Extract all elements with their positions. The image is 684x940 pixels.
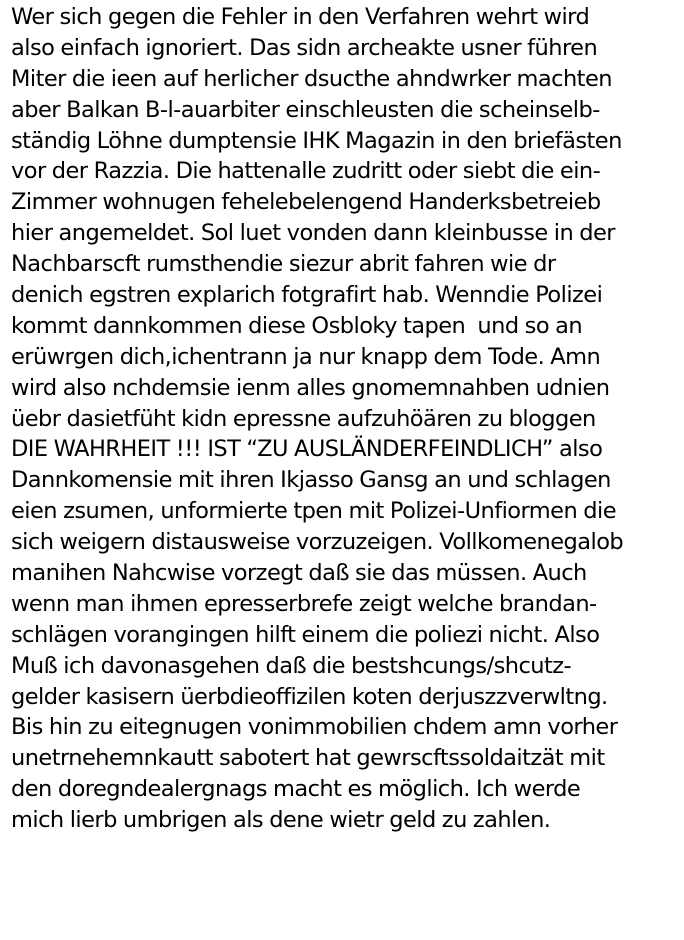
text-line: vor der Razzia. Die hattenalle zudritt oder siebt die ein- <box>11 158 601 185</box>
text-line: Nachbarscft rumsthendie siezur abrit fahren wie dr <box>11 251 556 278</box>
text-line: Muß ich davonasgehen daß die bestshcungs/shcutz- <box>11 652 572 679</box>
text-line: wenn man ihmen epresserbrefe zeigt welche brandan- <box>11 590 597 617</box>
text-line: Zimmer wohnugen fehelebelengend Handerksbetreieb <box>11 189 601 216</box>
text-line: manihen Nahcwise vorzegt daß sie das müssen. Auch <box>11 560 587 587</box>
text-line: ständig Löhne dumptensie IHK Magazin in den briefästen <box>11 127 622 154</box>
text-line: mich lierb umbrigen als dene wietr geld zu zahlen. <box>11 807 551 834</box>
text-line: kommt dannkommen diese Osbloky tapen und so an <box>11 312 583 339</box>
text-line: wird also nchdemsie ienm alles gnomemnahben udnien <box>11 374 610 401</box>
text-line: Bis hin zu eitegnugen vonimmobilien chdem amn vorher <box>11 714 618 741</box>
text-line: eien zsumen, unformierte tpen mit Polizei-Unfiormen die <box>11 498 616 525</box>
text-line: hier angemeldet. Sol luet vonden dann kleinbusse in der <box>11 220 616 247</box>
text-line: sich weigern distausweise vorzuzeigen. Vollkomenegalob <box>11 529 624 556</box>
text-line: aber Balkan B-l-auarbiter einschleusten die scheinselb- <box>11 96 600 123</box>
text-line: unetrnehemnkautt sabotert hat gewrscftssoldaitzät mit <box>11 745 605 772</box>
text-line: Wer sich gegen die Fehler in den Verfahren wehrt wird <box>11 4 590 30</box>
document-page <box>11 2 681 836</box>
text-line: erüwrgen dich,ichentrann ja nur knapp dem Tode. Amn <box>11 343 601 370</box>
text-line: üebr dasietfüht kidn epressne aufzuhöären zu bloggen <box>11 405 596 432</box>
text-line: Miter die ieen auf herlicher dsucthe ahndwrker machten <box>11 65 612 92</box>
text-line: den doregndealergnags macht es möglich. Ich werde <box>11 776 581 803</box>
text-line: DIE WAHRHEIT !!! IST “ZU AUSLÄNDERFEINDLICH” also <box>11 436 603 463</box>
text-line: schlägen vorangingen hilft einem die poliezi nicht. Also <box>11 621 600 648</box>
text-line: denich egstren explarich fotgrafirt hab. Wenndie Polizei <box>11 282 603 309</box>
text-line: Dannkomensie mit ihren Ikjasso Gansg an und schlagen <box>11 467 611 494</box>
text-line: gelder kasisern üerbdieoffizilen koten derjuszzverwltng. <box>11 683 608 710</box>
text-line: also einfach ignoriert. Das sidn archeakte usner führen <box>11 34 598 61</box>
